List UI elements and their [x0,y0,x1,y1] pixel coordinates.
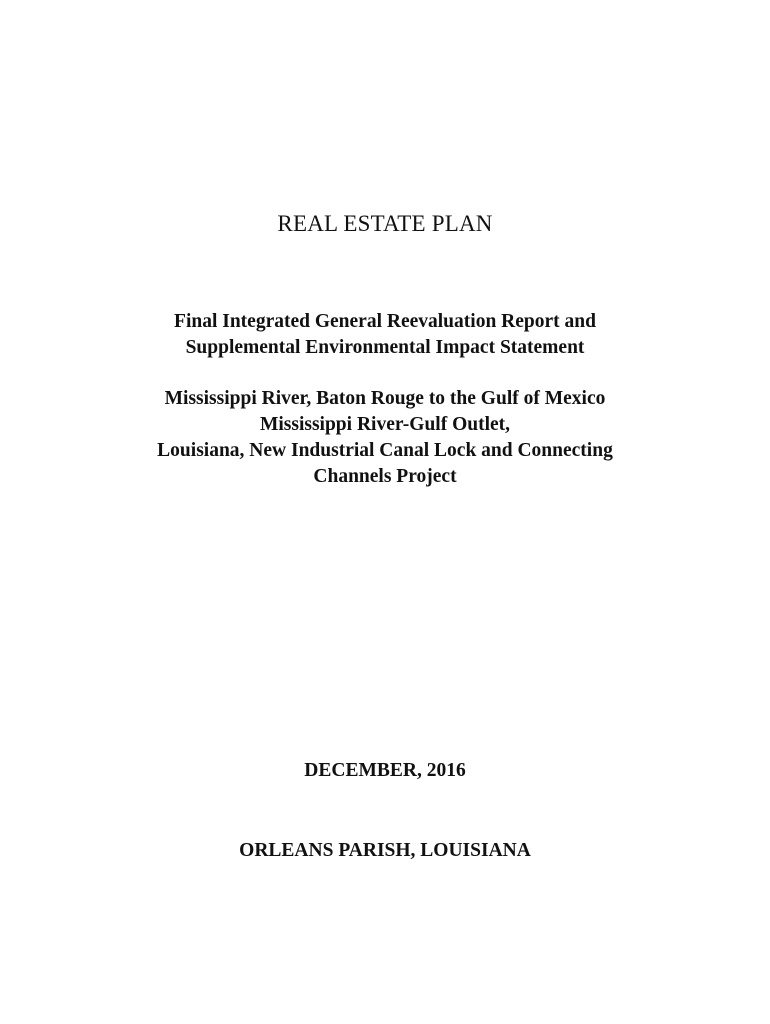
project-name-line: Channels Project [313,466,457,487]
document-location: ORLEANS PARISH, LOUISIANA [239,840,531,861]
document-title: REAL ESTATE PLAN [277,211,493,236]
report-title-line: Supplemental Environmental Impact Statement [185,337,585,358]
project-name-line: Mississippi River-Gulf Outlet, [259,414,511,435]
report-title-line: Final Integrated General Reevaluation Report and [174,311,596,332]
report-title-block [0,309,770,361]
document-date: DECEMBER, 2016 [304,760,466,781]
project-name-block [0,386,770,490]
project-name-line: Mississippi River, Baton Rouge to the Gulf of Mexico [164,388,606,409]
project-name-line: Louisiana, New Industrial Canal Lock and Connecting [157,440,613,461]
